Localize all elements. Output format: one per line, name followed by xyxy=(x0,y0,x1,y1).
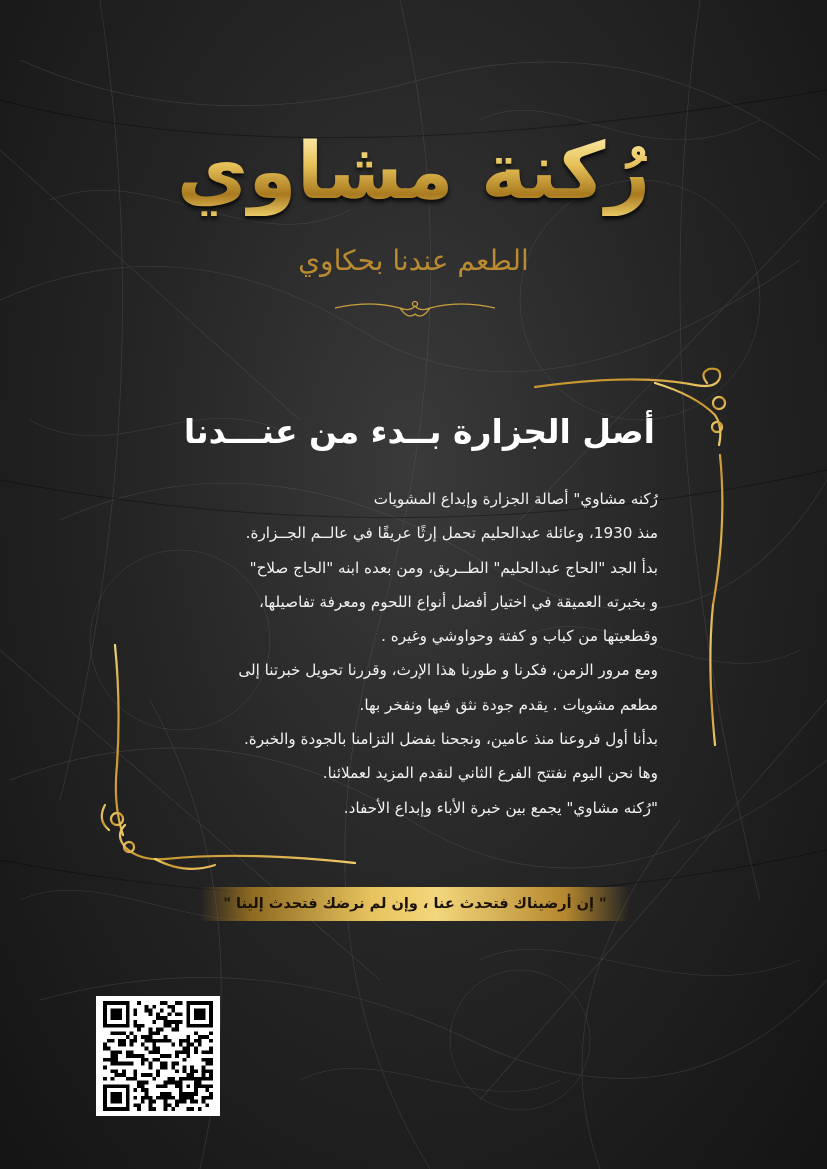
qr-code-icon[interactable] xyxy=(96,996,220,1116)
story-line: وها نحن اليوم نفتتح الفرع الثاني لنقدم المزيد لعملائنا. xyxy=(322,764,658,783)
story-line: بدأ الجد "الحاج عبدالحليم" الطــريق، ومن بعده ابنه "الحاج صلاح" xyxy=(249,558,658,577)
story-line: وقطعيتها من كباب و كفتة وحواوشي وغيره . xyxy=(381,627,658,646)
quote-text: " إن أرضيناك فتحدث عنا ، وإن لم نرضك فتحدث إلينا " xyxy=(223,896,607,912)
story-line: رُكنه مشاوي" أصالة الجزارة وإبداع المشويات xyxy=(373,490,658,508)
brand-tagline: الطعم عندنا بحكاوي xyxy=(298,244,529,277)
story-line: و بخبرته العميقة في اختيار أفضل أنواع اللحوم ومعرفة تفاصيلها، xyxy=(259,592,658,611)
about-heading: أصل الجزارة بــدء من عنـــدنا xyxy=(183,412,655,451)
brand-logo-text: رُكنة مشاوي xyxy=(0,130,827,216)
story-line: مطعم مشويات . يقدم جودة نثق فيها ونفخر بها. xyxy=(359,695,658,714)
story-line: ومع مرور الزمن، فكرنا و طورنا هذا الإرث، وقررنا تحويل خبرتنا إلى xyxy=(238,661,658,680)
story-line: منذ 1930، وعائلة عبدالحليم تحمل إرثًا عريقًا في عالــم الجــزارة. xyxy=(245,524,658,543)
quote-banner xyxy=(200,887,630,921)
about-story-text xyxy=(128,482,658,825)
qr-code-matrix xyxy=(102,1001,214,1111)
story-line: "رُكنه مشاوي" يجمع بين خبرة الأباء وإبداع الأحفاد. xyxy=(343,798,658,817)
story-line: بدأنا أول فروعنا منذ عامين، ونجحنا بفضل التزامنا بالجودة والخبرة. xyxy=(243,730,658,749)
tagline-ornament-icon xyxy=(330,296,500,326)
